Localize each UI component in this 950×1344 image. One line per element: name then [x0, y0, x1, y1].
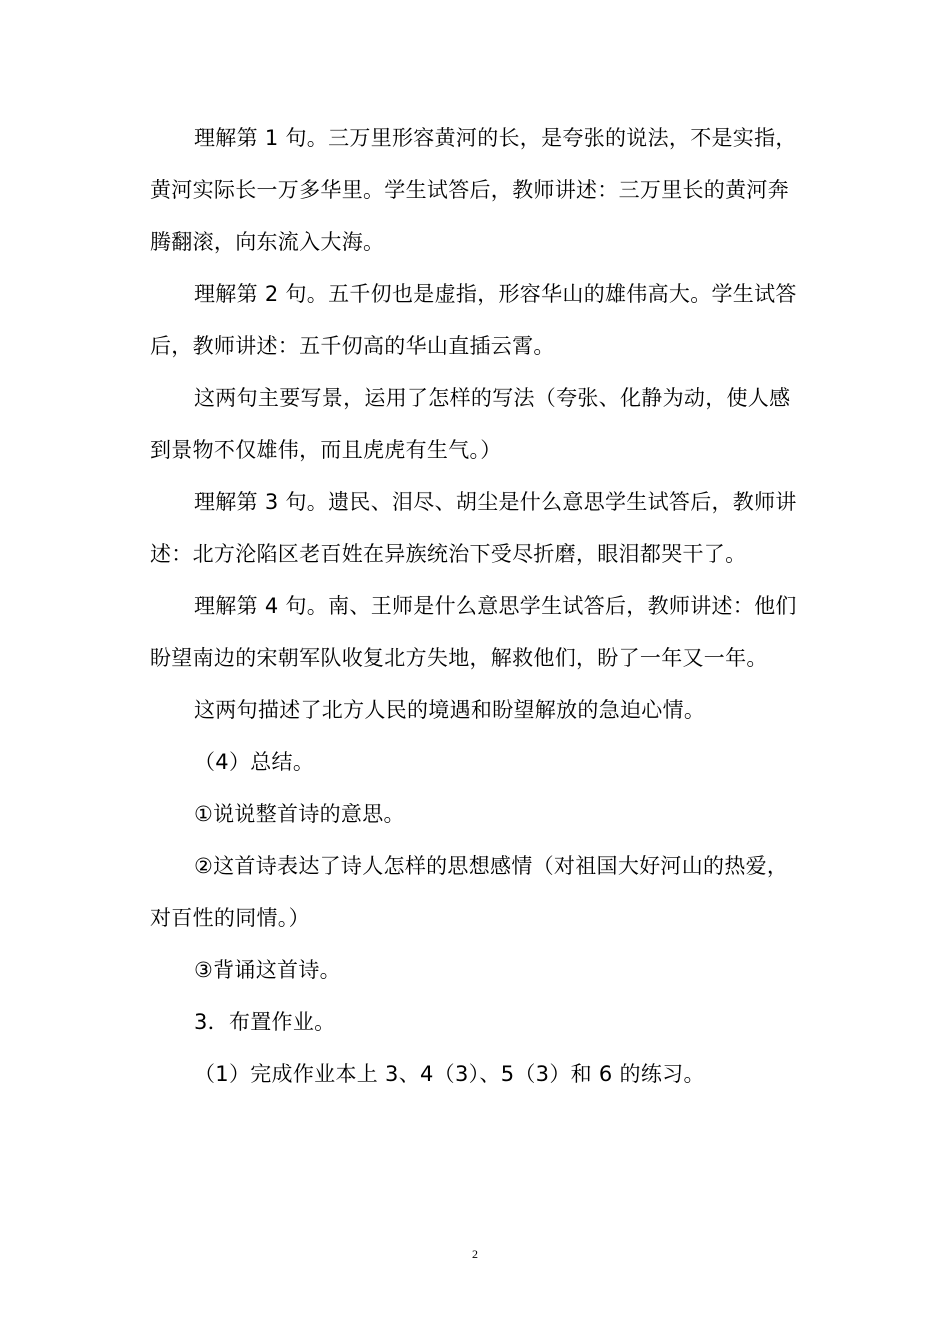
- paragraph-understand-line-2: 理解第 2 句。五千仞也是虚指，形容华山的雄伟高大。学生试答后，教师讲述：五千仞高的华山直插云霄。: [150, 282, 797, 358]
- document-body: [150, 112, 805, 1100]
- paragraph-homework-item-1: （1）完成作业本上 3、4（3）、5（3）和 6 的练习。: [194, 1062, 705, 1086]
- paragraph-summary-item-2: ②这首诗表达了诗人怎样的思想感情（对祖国大好河山的热爱，对百性的同情。）: [150, 854, 789, 930]
- paragraph-understand-line-4: 理解第 4 句。南、王师是什么意思学生试答后，教师讲述：他们盼望南边的宋朝军队收复北方失地，解救他们，盼了一年又一年。: [150, 594, 797, 670]
- paragraph-summary-item-3: ③背诵这首诗。: [194, 958, 341, 982]
- paragraph-homework-heading: 3．布置作业。: [194, 1010, 336, 1034]
- paragraph-understand-line-3: 理解第 3 句。遗民、泪尽、胡尘是什么意思学生试答后，教师讲述：北方沦陷区老百姓在异族统治下受尽折磨，眼泪都哭干了。: [150, 490, 797, 566]
- paragraph-summary-heading: （4）总结。: [194, 750, 315, 774]
- paragraph-summary-item-1: ①说说整首诗的意思。: [194, 802, 405, 826]
- paragraph-writing-technique: 这两句主要写景，运用了怎样的写法（夸张、化静为动，使人感到景物不仅雄伟，而且虎虎有生气。）: [150, 386, 791, 462]
- paragraph-northern-people: 这两句描述了北方人民的境遇和盼望解放的急迫心情。: [194, 698, 706, 722]
- page-number: 2: [472, 1247, 478, 1261]
- paragraph-understand-line-1: 理解第 1 句。三万里形容黄河的长，是夸张的说法，不是实指，黄河实际长一万多华里。学生试答后，教师讲述：三万里长的黄河奔腾翻滚，向东流入大海。: [150, 126, 797, 254]
